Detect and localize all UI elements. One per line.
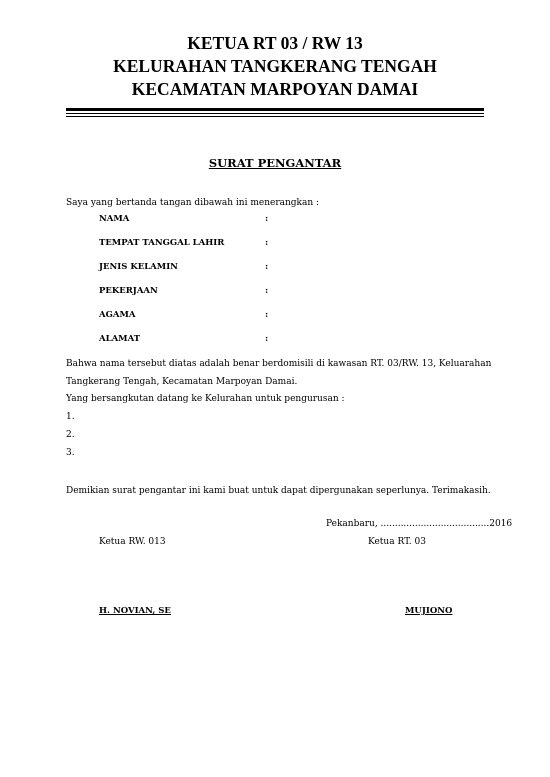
field-label: AGAMA xyxy=(99,310,136,320)
letterhead-rule-thin-2 xyxy=(66,116,484,117)
field-colon: : xyxy=(265,238,269,248)
signature-left-title: Ketua RW. 013 xyxy=(99,537,166,547)
field-colon: : xyxy=(265,310,269,320)
field-label: ALAMAT xyxy=(99,334,141,344)
field-colon: : xyxy=(265,334,269,344)
place-date: Pekanbaru, ......................................2016 xyxy=(326,519,513,529)
field-label: PEKERJAAN xyxy=(99,286,158,296)
letterhead xyxy=(0,32,550,101)
body-line-3: Yang bersangkutan datang ke Kelurahan untuk pengurusan : xyxy=(66,394,345,404)
body-line-2: Tangkerang Tengah, Kecamatan Marpoyan Damai. xyxy=(66,377,298,387)
letterhead-line-1: KETUA RT 03 / RW 13 xyxy=(187,33,363,53)
letterhead-line-3: KECAMATAN MARPOYAN DAMAI xyxy=(131,79,419,99)
letter-title: SURAT PENGANTAR xyxy=(208,156,342,170)
field-colon: : xyxy=(265,286,269,296)
field-label: NAMA xyxy=(99,214,130,224)
signature-left-name: H. NOVIAN, SE xyxy=(99,606,171,616)
list-item-2: 2. xyxy=(66,430,75,440)
field-label: TEMPAT TANGGAL LAHIR xyxy=(99,238,225,248)
field-colon: : xyxy=(265,262,269,272)
letterhead-line-2: KELURAHAN TANGKERANG TENGAH xyxy=(113,56,437,76)
closing-text: Demikian surat pengantar ini kami buat untuk dapat dipergunakan seperlunya. Terimakasih. xyxy=(66,486,491,496)
body-line-1: Bahwa nama tersebut diatas adalah benar berdomisili di kawasan RT. 03/RW. 13, Keluarahan xyxy=(66,359,492,369)
field-label: JENIS KELAMIN xyxy=(99,262,178,272)
intro-text: Saya yang bertanda tangan dibawah ini menerangkan : xyxy=(66,198,320,208)
list-item-3: 3. xyxy=(66,448,75,458)
letterhead-rule-thin-1 xyxy=(66,113,484,114)
field-colon: : xyxy=(265,214,269,224)
letterhead-rule-thick xyxy=(66,108,484,111)
signature-right-name: MUJIONO xyxy=(405,606,453,616)
signature-right-title: Ketua RT. 03 xyxy=(368,537,426,547)
list-item-1: 1. xyxy=(66,412,75,422)
